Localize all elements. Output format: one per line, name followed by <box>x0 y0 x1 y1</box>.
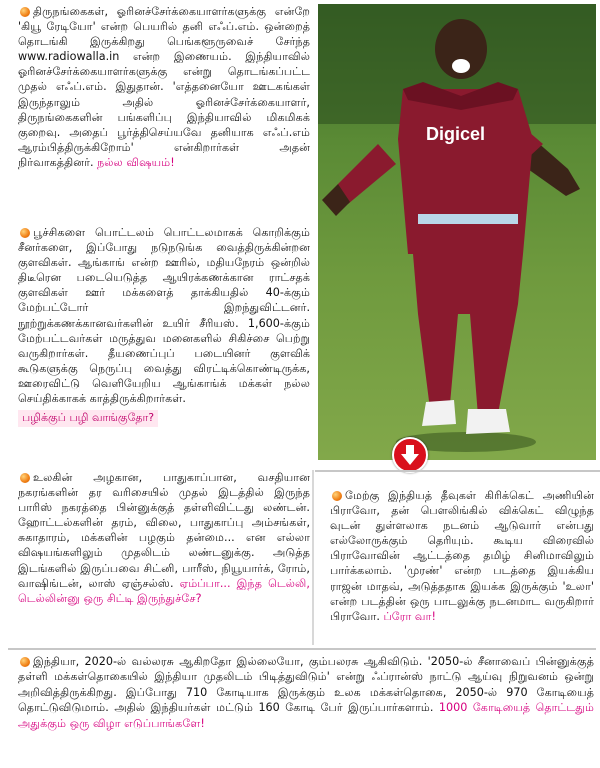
news-item-q-radio <box>18 4 310 170</box>
news-text: இந்தியா, 2020-ல் வல்லரசு ஆகிறதோ இல்லையோ, கும்பலரசு ஆகிவிடும். '2050-ல் சீனாவைப் பின்னுக்குத் தள்ளி மக்கள்தொகையில் இந்தியா முதலிடம் பிடித்துவிடும்' என்று ஃப்ரான்ஸ் நாட்டு ஆய்வு நிறுவனம் ஒன்று அறிவித்திருக்கிறது. இப்போது 710 கோடியாக இருக்கும் உலக மக்கள்தொகை, 2050-ல் 970 கோடியைத் தொட்டுவிடுமாம். அதில் இந்தியர்கள் மட்டும் 160 கோடி பேர் இருப்பார்களாம். 1000 கோடியைத் தொட்டதும் அதுக்கும் ஒரு விழா எடுப்பாங்களே! <box>18 655 595 730</box>
highlight-comment: ப்ரோ வா! <box>383 609 436 623</box>
cricketer-photo <box>318 4 596 460</box>
news-item-london <box>18 470 310 606</box>
section-divider <box>315 470 600 472</box>
section-divider <box>8 648 596 650</box>
highlight-comment: ஏம்ப்பா... இந்த டெல்லி, டெல்லின்னு ஒரு சிட்டி இருந்துச்சே? <box>18 576 310 605</box>
highlight-comment: 1000 கோடியைத் தொட்டதும் அதுக்கும் ஒரு விழா எடுப்பாங்களே! <box>18 701 595 730</box>
news-text: திருநங்கைகள், ஓரினச்சேர்க்கையாளர்களுக்கு என்றே 'கியூ ரேடியோ' என்ற பெயரில் தனி எஃப்.எம். ஒன்றைத் தொடங்கி இருக்கிறது பெங்களூருவைச் சேர்ந்த www.radiowalla.in என்ற இணையம். இந்தியாவில் ஓரினச்சேர்க்கையாளர்களுக்கு என்று தொடங்கப்பட்ட முதல் எஃப்.எம். இதுதான். 'எத்தனையோ ஊடகங்கள் இருந்தாலும் அதில் ஓரினச்சேர்க்கையாளர், திருநங்கைகளின் பங்களிப்பு இந்தியாவில் மிகமிகக் குறைவு. அதைப் பூர்த்திசெய்யவே தனியாக எஃப்.எம் ஆரம்பித்திருக்கிறோம்' என்கிறார்கள் அதன் நிர்வாகத்தினர். நல்ல விஷயம்! <box>18 5 310 169</box>
news-item-wasps <box>18 225 310 427</box>
down-arrow-icon <box>392 437 428 473</box>
news-text: உலகின் அழகான, பாதுகாப்பான, வசதியான நகரங்களின் தர வரிசையில் முதல் இடத்தில் இருந்த பாரிஸ் நகரத்தை பின்னுக்குத் தள்ளிவிட்டது லண்டன். ஹோட்டல்களின் தரம், விலை, பாதுகாப்பு அம்சங்கள், சுகாதாரம், மக்களின் பழகும் தன்மை... என எல்லா விஷயங்களிலும் முதலிடம் லண்டனுக்கு. அடுத்த இடங்களில் இருப்பவை சிட்னி, பாரீஸ், நியூயார்க், ரோம், வாஷிங்டன், லாஸ் ஏஞ்சல்ஸ். ஏம்ப்பா... இந்த டெல்லி, டெல்லின்னு ஒரு சிட்டி இருந்துச்சே? <box>18 471 310 605</box>
column-divider <box>312 470 314 645</box>
news-text: பூச்சிகளை பொட்டலம் பொட்டலமாகக் கொறிக்கும் சீனர்களை, இப்போது நடுநடுங்க வைத்திருக்கின்றன குளவிகள். ஆங்காங் என்ற ஊரில், மதியநேரம் ஒன்றில் திடீரென படையெடுத்த ஆயிரக்கணக்கான ராட்சதக் குளவிகள் ஊர் மக்களைத் தாக்கியதில் 40-க்கும் மேற்பட்டோர் இறந்துவிட்டனர். நூற்றுக்கணக்கானவர்களின் உயிர் சீரியஸ். 1,600-க்கும் மேற்பட்டவர்கள் மருத்துவ மனைகளில் சிகிச்சை பெற்று வருகிறார்கள். தீயணைப்புப் படையினர் குளவிக் கூடுகளுக்கு நெருப்பு வைத்து விரட்டிக்கொண்டிருக்க, ஊரைவிட்டு வெளியேறிய ஆங்காங்க் மக்கள் நல்ல செய்திக்காகக் காத்திருக்கிறார்கள். <box>18 226 310 406</box>
jersey-text: Digicel <box>426 124 486 144</box>
news-item-population <box>18 654 594 731</box>
highlight-comment: நல்ல விஷயம்! <box>97 155 175 169</box>
news-text: மேற்கு இந்தியத் தீவுகள் கிரிக்கெட் அணியின் பிராவோ, தன் பௌலிங்கில் விக்கெட் விழுந்த வுடன் துள்ளலாக நடனம் ஆடுவார் என்பது எல்லோருக்கும் தெரியும். கூடிய விரைவில் பிராவோவின் ஆட்டத்தை தமிழ் சினிமாவிலும் பார்க்கலாம். 'முரண்' என்ற படத்தை இயக்கிய ராஜன் மாதவ், அடுத்ததாக இயக்க இருக்கும் 'உலா' என்ற படத்தின் ஒரு பாடலுக்கு நடனமாட வருகிறார் பிராவோ. ப்ரோ வா! <box>330 489 594 623</box>
news-item-bravo <box>330 488 594 624</box>
tag-comment: பழிக்குப் பழி வாங்குதோ? <box>18 410 158 427</box>
cricketer-illustration <box>318 4 596 460</box>
